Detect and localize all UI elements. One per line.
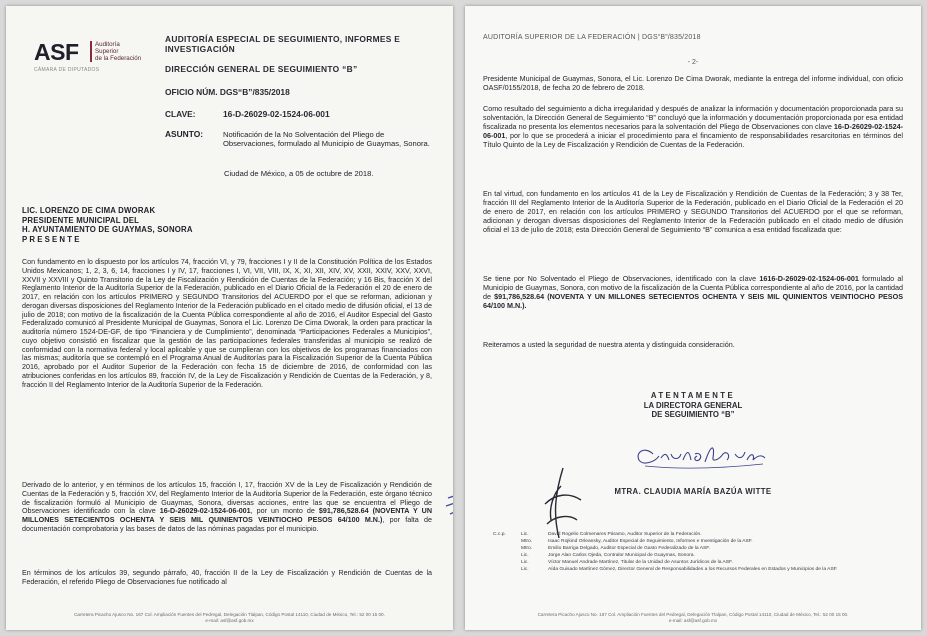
ccp-title: Lic. xyxy=(521,560,529,566)
ccp-text: Emilio Barriga Delgado, Auditor Especial de Gasto Federalizado de la ASF. xyxy=(548,546,711,552)
addressee-title: PRESIDENTE MUNICIPAL DEL xyxy=(22,215,140,225)
document-page-1 xyxy=(6,6,453,630)
document-page-2 xyxy=(465,6,921,630)
ccp-row xyxy=(493,545,838,552)
footer-email: e-mail: asf@asf.gob.mx xyxy=(668,618,718,623)
asunto-block xyxy=(165,130,435,149)
logo-name xyxy=(90,41,155,62)
ccp-title: Mtro. xyxy=(521,539,533,545)
document-date: Ciudad de México, a 05 de octubre de 2018. xyxy=(224,169,374,178)
amount-highlight: $91,786,528.64 (NOVENTA Y UN MILLONES SETECIENTOS OCHENTA Y SEIS MIL QUINIENTOS VEINTIOCHO PESOS 64/100 M.N.) xyxy=(22,507,432,524)
page-footer xyxy=(465,612,921,624)
running-head: AUDITORÍA SUPERIOR DE LA FEDERACIÓN | DGS“B”/835/2018 xyxy=(483,34,701,41)
paragraph-text: , por lo que se procederá a iniciar el procedimiento para el fincamiento de responsabilidades resarcitorias en términos del Título Quinto de la Ley de Fiscalización y Rendición de Cuentas de la Federación. xyxy=(483,130,903,149)
amount-highlight: $91,786,528.64 (NOVENTA Y UN MILLONES SETECIENTOS OCHENTA Y SEIS MIL QUINIENTOS VEINTIOCHO PESOS 64/100 M.N.). xyxy=(483,291,903,310)
ccp-title: Mtro. xyxy=(521,546,533,552)
paragraph-terminos: En términos de los artículos 39, segundo párrafo, 40, fracción II de la Ley de Fiscalización y Rendición de Cuentas de la Federación, el referido Pliego de Observaciones fue notificado al xyxy=(22,569,432,586)
clave-row xyxy=(165,109,330,119)
ccp-list xyxy=(493,531,838,574)
paragraph-text: formulado al Municipio de Guaymas, Sonora, con motivo de la fiscalización de la Cuenta Pública correspondiente al año de 2016, por la cantidad de xyxy=(483,274,903,301)
logo-name-line: de la Federación xyxy=(95,55,142,62)
addressee-entity: H. AYUNTAMIENTO DE GUAYMAS, SONORA xyxy=(22,225,193,235)
oficio-number: OFICIO NÚM. DGS“B”/835/2018 xyxy=(165,87,290,97)
page-footer xyxy=(6,612,453,624)
ccp-text: Isaac Rojkind Orleansky, Auditor Especial de Seguimiento, Informes e Investigación de la ASF. xyxy=(548,539,753,545)
ccp-row xyxy=(493,531,838,538)
clave-value: 16-D-26029-02-1524-06-001 xyxy=(223,109,330,119)
signer-name: MTRA. CLAUDIA MARÍA BAZÚA WITTE xyxy=(614,487,772,496)
ccp-text: David Rogelio Colmenares Páramo, Auditor Superior de la Federación. xyxy=(548,532,702,537)
logo-tagline: CÁMARA DE DIPUTADOS xyxy=(34,67,100,73)
paragraph-reiteramos: Reiteramos a usted la seguridad de nuestra atenta y distinguida consideración. xyxy=(483,340,735,349)
paragraph-presidente: Presidente Municipal de Guaymas, Sonora, el Lic. Lorenzo De Cima Dworak, mediante la entrega del informe individual, con oficio OASF/0155/2018, de fecha 20 de febrero de 2018. xyxy=(483,74,903,92)
ccp-text: Víctor Manuel Andrade Martínez, Titular de la Unidad de Asuntos Jurídicos de la ASF. xyxy=(548,560,733,566)
footer-email: e-mail: asf@asf.gob.mx xyxy=(205,618,254,623)
ccp-label: C.c.p. xyxy=(493,532,506,537)
ccp-text: Aída Guisado Martínez Gómez, Director General de Responsabilidades a los Recursos Federales en Estados y Municipios de la ASF. xyxy=(548,567,838,573)
logo-abbr: ASF xyxy=(34,39,79,65)
paragraph-no-solventado xyxy=(483,275,903,311)
addressee-presente: PRESENTE xyxy=(22,234,82,244)
closing-atentamente: ATENTAMENTE xyxy=(650,391,736,400)
ccp-title: Lic. xyxy=(521,532,529,537)
closing-title: LA DIRECTORA GENERAL xyxy=(643,400,743,410)
logo-name-line: Superior xyxy=(95,48,119,55)
asunto-text: Notificación de la No Solventación del Pliego de Observaciones, formulado al Municipio de Guaymas, Sonora. xyxy=(223,130,430,149)
clave-highlight: 1616-D-26029-02-1524-06-001 xyxy=(759,274,859,283)
ccp-title: Lic. xyxy=(521,567,529,573)
paragraph-resultado xyxy=(483,105,903,150)
footer-address: Carretera Picacho Ajusco No. 167 Col. Ampliación Fuentes del Pedregal, Delegación Tlalpan, Código Postal 14110, Ciudad de México, Tel.: 52 00 15 00. xyxy=(537,612,849,617)
addressee-name: LIC. LORENZO DE CIMA DWORAK xyxy=(22,206,156,215)
signature-icon xyxy=(595,424,795,479)
paragraph-text: Derivado de lo anterior, y en términos de los artículos 15, fracción I, 17, fracción XV de la Ley de Fiscalización y Rendición de Cuentas de la Federación y 5, fracción XV, del Reglamento Interior de la Auditoría Superior de la Federación, este órgano técnico de fiscalización formuló al Municipio de Guaymas, Sonora, diversas acciones, entre las que se encuentra el Pliego de Observaciones identificado con la clave xyxy=(22,481,432,516)
office-name xyxy=(165,34,435,54)
paragraph-text: Se tiene por No Solventado el Pliego de Observaciones, identificado con la clave xyxy=(483,274,760,283)
page-number: - 2- xyxy=(687,59,699,66)
direction-name: DIRECCIÓN GENERAL DE SEGUIMIENTO “B” xyxy=(165,64,358,74)
ccp-row xyxy=(493,552,838,559)
asf-logo xyxy=(34,39,164,79)
ccp-row xyxy=(493,559,838,566)
paragraph-text: Como resultado del seguimiento a dicha irregularidad y después de analizar la información y documentación proporcionada para su solventación, la Dirección General de Seguimiento “B” concluyó que la información y documentación proporcionada por esa entidad fiscalizada no presenta los elementos necesarios para la solventación del Pliego de Observaciones con clave xyxy=(483,104,903,131)
closing-block xyxy=(465,391,921,420)
clave-highlight: 16-D-26029-02-1524-06-001 xyxy=(483,121,903,140)
paragraph-text: , por falta de documentación comprobatoria y las bases de datos de las nóminas pagadas por el municipio. xyxy=(22,516,432,533)
office-name-line: INVESTIGACIÓN xyxy=(165,44,235,54)
logo-name-line: Auditoría xyxy=(95,41,120,48)
ccp-title: Lic. xyxy=(521,553,529,559)
clave-highlight: 16-D-26029-02-1524-06-001 xyxy=(159,507,251,516)
ccp-text: Jorge Alan Carlos Ojeda, Contralor Municipal de Guaymas, Sonora. xyxy=(548,553,695,559)
paragraph-text: , por un monto de xyxy=(250,507,319,516)
addressee-block xyxy=(22,206,193,244)
office-name-line: AUDITORÍA ESPECIAL DE SEGUIMIENTO, INFORMES E xyxy=(165,34,401,44)
closing-title: DE SEGUIMIENTO “B” xyxy=(651,410,735,420)
asunto-label: ASUNTO: xyxy=(165,129,203,139)
paragraph-derivado xyxy=(22,481,432,534)
ccp-row xyxy=(493,538,838,545)
paragraph-fundamento: Con fundamento en lo dispuesto por los artículos 74, fracción VI, y 79, fracciones I y II de la Constitución Política de los Estados Unidos Mexicanos; 1, 2, 3, 6, 14, fracciones I y IV, 17, fracciones I, VI, VII, VIII, IX, X, XI, XII, XIV, XV, XXII, XXIV, XXV, XXVI, XXVII y XXVIII y Quinto Transitorio de la Ley de Fiscalización y Rendición de Cuentas de la Federación; y 16 Bis, fracción X del Reglamento Interior de la Auditoría Superior de la Federación, publicado en el Diario Oficial de la Federación el 20 de enero de 2017, en relación con los artículos PRIMERO y SEGUNDO Transitorios del ACUERDO por el que se reforman, adicionan y derogan diversas disposiciones del Reglamento Interior de la Federación publicado en el citado medio de difusión oficial, el 13 de julio de 2018; con motivo de la fiscalización de la Cuenta Pública correspondiente al año de 2016, el Auditor Especial del Gasto Federalizado comunicó al Presidente Municipal de Guaymas, Sonora el Lic. Lorenzo De Cima Dworak, la orden para practicar la auditoría número 1524-DE-GF, de tipo “Financiera y de Cumplimiento”, denominada “Participaciones Federales a Municipios”, cuyo objetivo consistió en fiscalizar que la gestión de las participaciones federales transferidas al municipio se realizó de conformidad con la normativa federal y local aplicable y que se cumplieran con los objetivos de los programas financiados con las mismas; auditoría que se contempló en el Programa Anual de Auditorías para la Fiscalización Superior de la Cuenta Pública 2016, aprobado por el Auditor Superior de la Federación con fecha 15 de diciembre de 2016, de conformidad con las atribuciones conferidas en los artículos 89, fracción IV, de la Ley de Fiscalización y Rendición de Cuentas de la Federación, y 8, fracción II del Reglamento Interior de la Auditoría Superior de la Federación. xyxy=(22,258,432,389)
ccp-row xyxy=(493,566,838,573)
initials-mark-icon xyxy=(442,476,453,536)
footer-address: Carretera Picacho Ajusco No. 167 Col. Ampliación Fuentes del Pedregal, Delegación Tlalpan, Código Postal 14110, Ciudad de México, Tel.: 52 00 15 00. xyxy=(74,612,385,617)
clave-label: CLAVE: xyxy=(165,109,196,119)
paragraph-virtud: En tal virtud, con fundamento en los artículos 41 de la Ley de Fiscalización y Rendición de Cuentas de la Federación; 3 y 38 Ter, fracción III del Reglamento Interior de la Auditoría Superior de la Federación, publicado en el Diario Oficial de la Federación el 20 de enero de 2017, en relación con los artículos PRIMERO y SEGUNDO Transitorios del ACUERDO por el que se reforman, adicionan y derogan diversas disposiciones del Reglamento Interior de la Federación publicado en el citado medio de difusión oficial el 13 de julio de 2018; esta Dirección General de Seguimiento “B” comunica a esa entidad fiscalizada que: xyxy=(483,189,903,234)
